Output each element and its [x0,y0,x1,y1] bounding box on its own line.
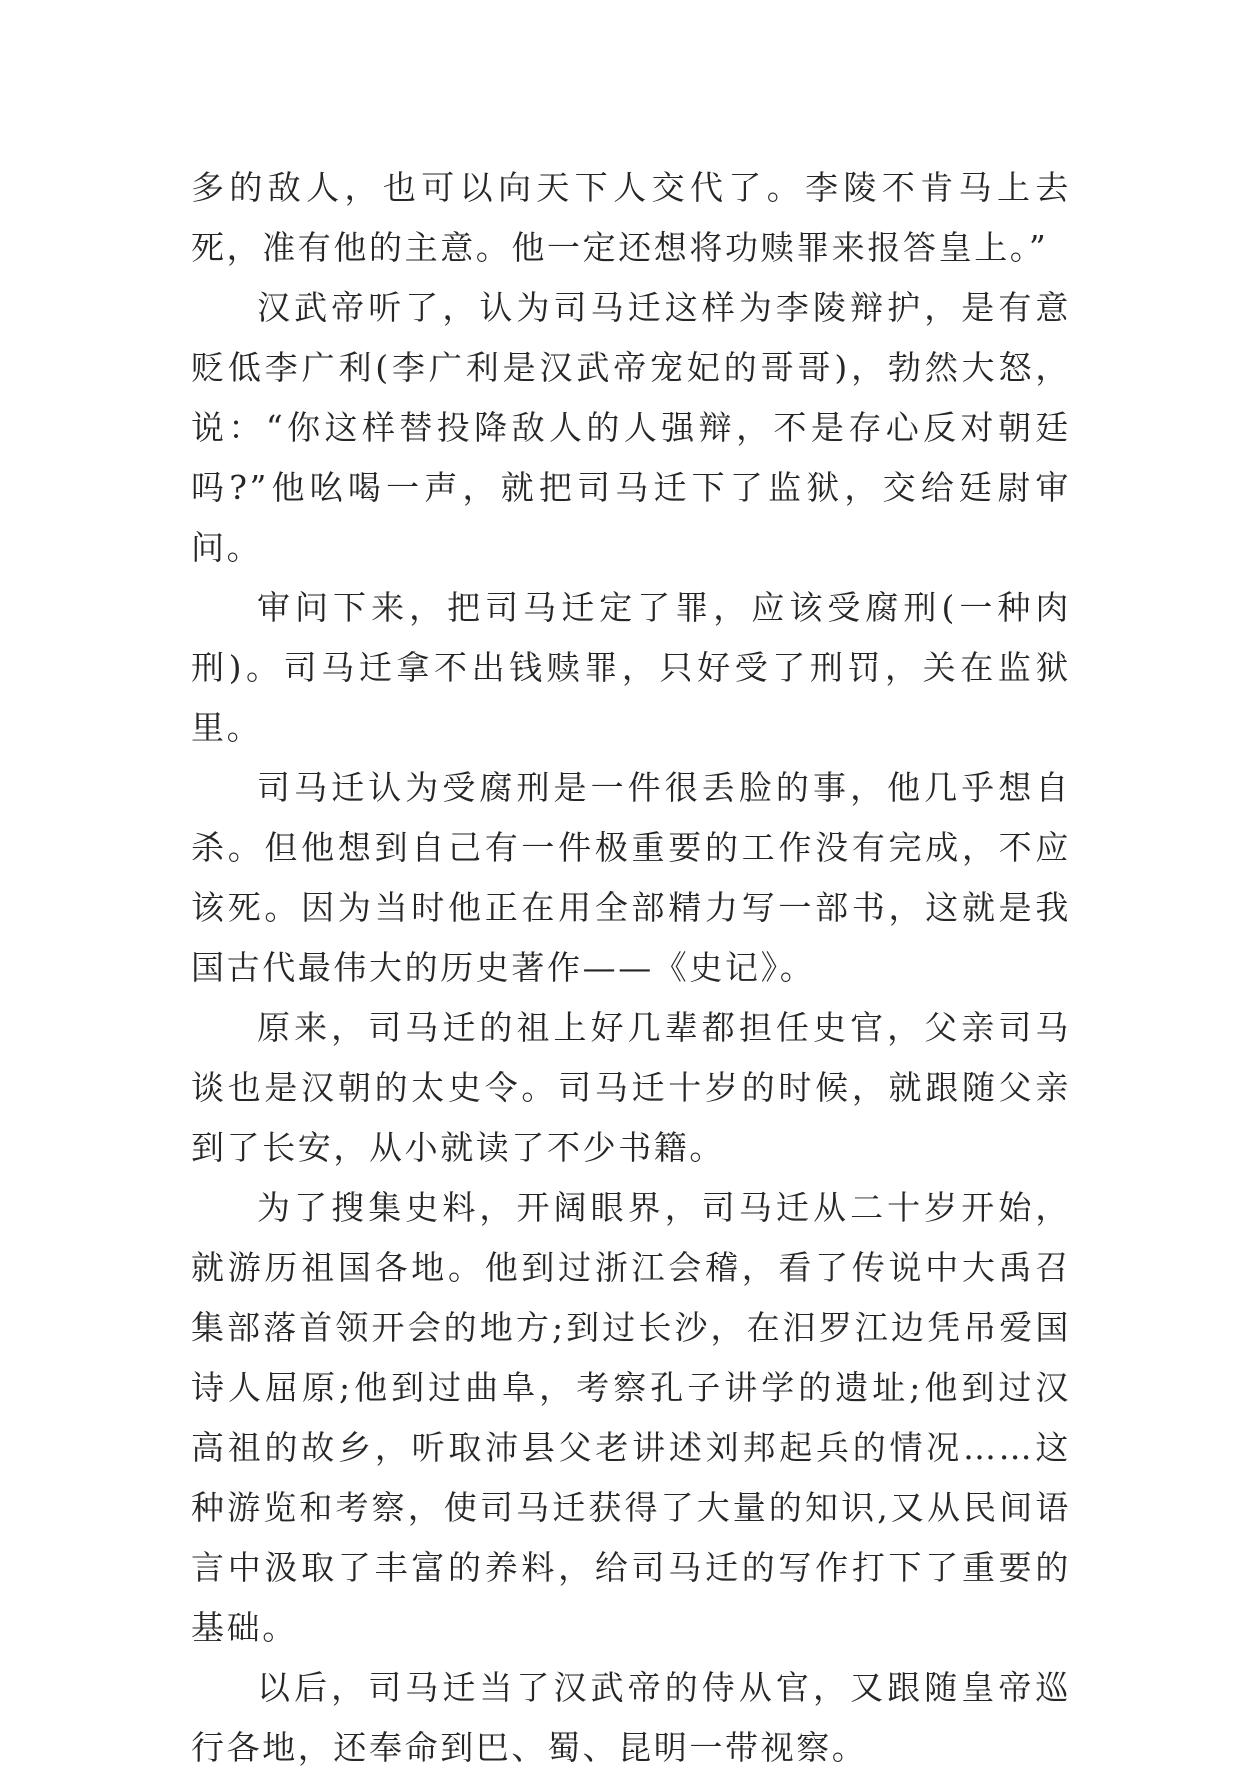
paragraph-6: 为了搜集史料，开阔眼界，司马迁从二十岁开始，就游历祖国各地。他到过浙江会稽，看了传说中大禹召集部落首领开会的地方;到过长沙，在汨罗江边凭吊爱国诗人屈原;他到过曲阜，考察孔子讲学的遗址;他到过汉高祖的故乡，听取沛县父老讲述刘邦起兵的情况……这种游览和考察，使司马迁获得了大量的知识,又从民间语言中汲取了丰富的养料，给司马迁的写作打下了重要的基础。 [191,1188,1071,1647]
paragraph-2: 汉武帝听了，认为司马迁这样为李陵辩护，是有意贬低李广利(李广利是汉武帝宠妃的哥哥)，勃然大怒，说：“你这样替投降敌人的人强辩，不是存心反对朝廷吗?”他吆喝一声，就把司马迁下了监狱，交给廷尉审问。 [191,288,1071,567]
paragraph-4: 司马迁认为受腐刑是一件很丢脸的事，他几乎想自杀。但他想到自己有一件极重要的工作没有完成，不应该死。因为当时他正在用全部精力写一部书，这就是我国古代最伟大的历史著作——《史记》。 [191,768,1071,987]
paragraph-1: 多的敌人，也可以向天下人交代了。李陵不肯马上去死，准有他的主意。他一定还想将功赎罪来报答皇上。” [191,168,1071,267]
paragraph-3: 审问下来，把司马迁定了罪，应该受腐刑(一种肉刑)。司马迁拿不出钱赎罪，只好受了刑罚，关在监狱里。 [191,588,1071,747]
paragraph-5: 原来，司马迁的祖上好几辈都担任史官，父亲司马谈也是汉朝的太史令。司马迁十岁的时候，就跟随父亲到了长安，从小就读了不少书籍。 [191,1008,1071,1167]
article-body [191,158,1071,1778]
paragraph-7: 以后，司马迁当了汉武帝的侍从官，又跟随皇帝巡行各地，还奉命到巴、蜀、昆明一带视察。 [191,1668,1071,1767]
